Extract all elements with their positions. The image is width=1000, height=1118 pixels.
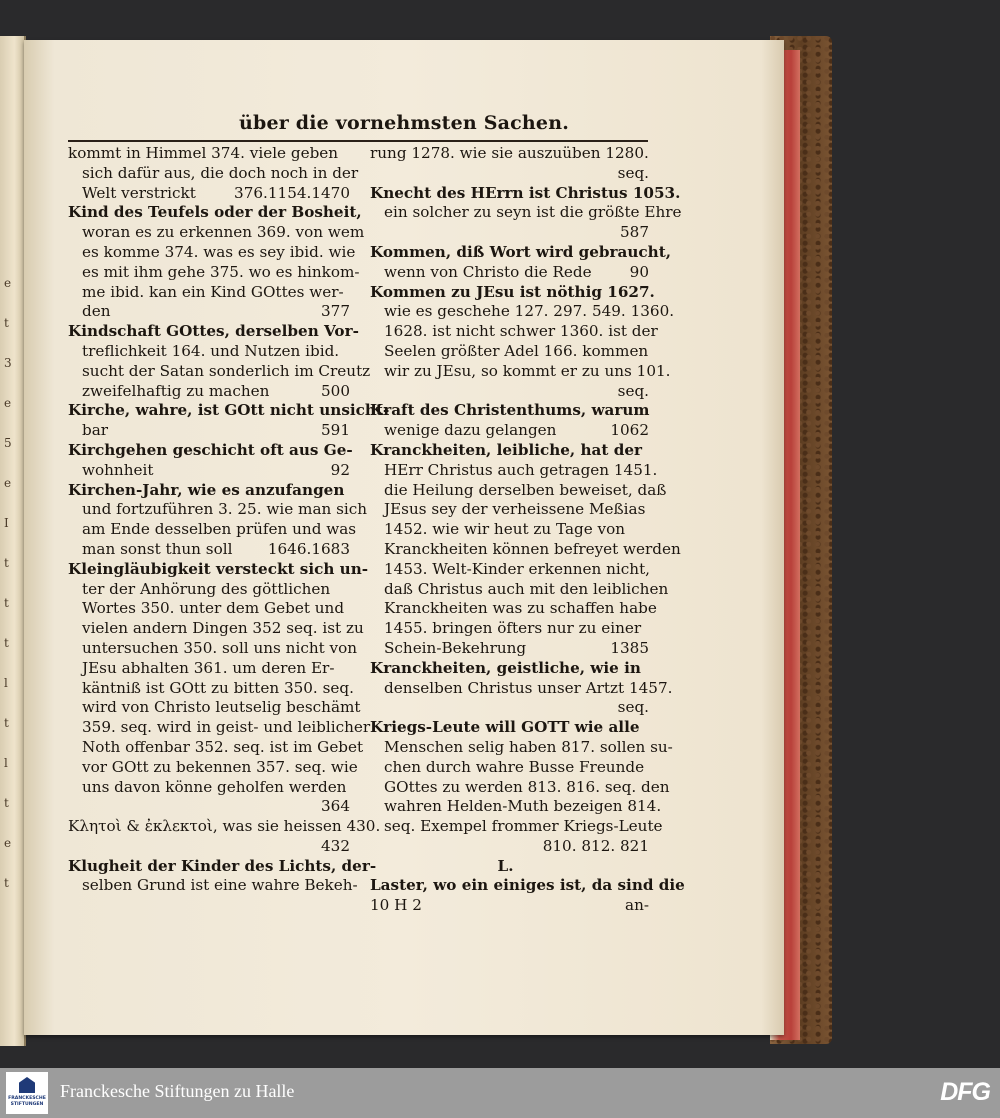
index-line — [370, 382, 649, 402]
page-reference — [358, 164, 366, 184]
page-reference — [344, 481, 352, 501]
page-reference — [671, 243, 679, 263]
page-reference: 364 — [321, 797, 350, 816]
index-line-text: JEsus sey der verheissene Meßias — [384, 500, 646, 519]
index-line-text: JEsu abhalten 361. um deren Er- — [82, 658, 335, 677]
page-reference — [359, 322, 367, 342]
page-reference — [342, 659, 350, 679]
prev-page-glyph: t — [4, 716, 9, 730]
page-reference: 92 — [330, 460, 350, 479]
index-line-text: wenn von Christo die Rede — [384, 262, 592, 281]
index-line-text: 1455. bringen öfters nur zu einer — [384, 619, 642, 638]
index-line — [68, 718, 371, 738]
index-line — [68, 223, 365, 243]
page-reference — [342, 580, 350, 600]
index-entry-head-line — [370, 183, 681, 204]
index-line — [370, 777, 670, 798]
index-line-text: vielen andern Dingen 352 seq. ist zu — [82, 619, 364, 638]
index-line-text: Wortes 350. unter dem Gebet und — [82, 599, 345, 618]
header-rule — [68, 140, 648, 142]
index-line — [370, 164, 649, 184]
prev-page-glyph: l — [4, 676, 8, 690]
index-line — [370, 144, 649, 164]
index-line-text: wie es geschehe 127. 297. 549. 1360. — [384, 302, 675, 321]
prev-page-glyph: t — [4, 876, 9, 890]
index-entry-head-line — [68, 322, 359, 342]
page-reference — [649, 144, 657, 164]
page-reference — [657, 461, 665, 481]
index-line — [68, 184, 350, 204]
index-line-text: Kraft des Christenthums, warum — [370, 401, 650, 420]
index-line-text: am Ende desselben prüfen und was — [82, 520, 357, 539]
index-line — [370, 421, 649, 441]
page-reference — [655, 283, 663, 303]
page-reference — [346, 778, 354, 798]
index-line-text: ein solcher zu seyn ist die größte Ehre — [384, 203, 682, 222]
page-reference: 432 — [321, 836, 350, 855]
page-reference — [342, 342, 350, 362]
page-reference: seq. — [617, 163, 649, 182]
page-reference: 810. 812. 821 — [542, 836, 649, 855]
index-line-text: es mit ihm gehe 375. wo es hinkom- — [82, 262, 360, 281]
page-reference — [362, 203, 370, 223]
index-line-text: 1452. wie wir heut zu Tage von — [384, 520, 626, 539]
index-line-text: seq. Exempel frommer Kriegs-Leute — [384, 817, 663, 836]
index-line-text: sucht der Satan sonderlich im Creutz — [82, 361, 371, 380]
index-line-text: und fortzuführen 3. 25. wie man sich — [82, 500, 368, 519]
index-line — [68, 342, 350, 362]
page-reference — [670, 778, 678, 798]
page-reference — [356, 520, 364, 540]
index-line — [68, 242, 356, 263]
index-line-text: daß Christus auch mit den leiblichen — [384, 579, 669, 598]
index-line-text: Klugheit der Kinder des Lichts, der- — [68, 856, 377, 875]
index-line — [370, 678, 673, 699]
page-reference — [666, 481, 674, 501]
index-line-text: Kriegs-Leute will GOTT wie alle — [370, 718, 640, 737]
page-reference: 376.1154.1470 — [234, 183, 350, 202]
index-line-text: 359. seq. wird in geist- und leiblicher — [82, 718, 371, 737]
index-entry-head-line — [68, 203, 362, 223]
index-column-right — [370, 144, 685, 916]
prev-page-glyph: t — [4, 556, 9, 570]
index-line-text: vor GOtt zu bekennen 357. seq. wie — [82, 757, 358, 776]
index-line-text: bar — [82, 421, 109, 440]
index-entry-head-line — [68, 401, 390, 421]
page-reference — [641, 718, 649, 738]
page-reference — [342, 144, 350, 164]
index-column-left — [68, 144, 390, 896]
index-line — [68, 421, 350, 441]
page-reference — [661, 797, 669, 817]
index-line-text: Kirchgehen geschicht oft aus Ge- — [68, 440, 353, 459]
index-line-text: Κλητοὶ & ἐκλεκτοὶ, was sie heissen 430. — [68, 817, 381, 836]
index-line — [370, 560, 649, 580]
page-reference — [663, 817, 671, 837]
index-line-text: kommt in Himmel 374. viele geben — [68, 144, 339, 162]
index-line-text: wir zu JEsu, so kommt er zu uns 101. — [384, 361, 671, 380]
index-line — [370, 480, 667, 501]
page-reference — [658, 322, 666, 342]
index-line — [370, 263, 649, 283]
page-reference — [360, 263, 368, 283]
index-line — [370, 322, 658, 342]
index-line-text: zweifelhaftig zu machen — [82, 381, 270, 400]
prev-page-glyph: e — [4, 396, 12, 410]
index-line-text: Kranckheiten was zu schaffen habe — [384, 599, 657, 618]
index-line — [68, 461, 350, 481]
index-entry-head-line — [370, 876, 685, 896]
page-reference — [642, 441, 650, 461]
dfg-logo[interactable]: DFG — [940, 1078, 990, 1106]
index-line-text: Knecht des HErrn ist Christus 1053. — [370, 183, 681, 202]
index-line — [370, 619, 649, 639]
index-line — [370, 837, 649, 857]
index-line — [68, 659, 350, 679]
index-line-text: wahren Helden-Muth bezeigen 814. — [384, 797, 662, 816]
index-line — [370, 797, 662, 817]
index-line-text: denselben Christus unser Artzt 1457. — [384, 678, 673, 697]
index-line-text: woran es zu erkennen 369. von wem — [82, 223, 365, 242]
page-reference — [353, 441, 361, 461]
page-reference — [641, 659, 649, 679]
index-line — [68, 876, 358, 896]
index-line — [68, 500, 368, 520]
index-line — [68, 262, 360, 283]
index-line-text: HErr Christus auch getragen 1451. — [384, 460, 658, 479]
page-reference — [671, 362, 679, 382]
index-line — [370, 817, 663, 837]
index-line-text: den — [82, 302, 111, 321]
index-line-text: wird von Christo leutselig beschämt — [82, 698, 361, 717]
index-line — [370, 599, 657, 619]
page-reference: 587 — [620, 223, 649, 242]
page-reference — [680, 184, 688, 204]
page-reference — [672, 679, 680, 699]
index-line — [68, 144, 350, 164]
index-line-text: Kirche, wahre, ist GOtt nicht unsicht- — [68, 401, 390, 420]
index-line — [68, 797, 350, 817]
page-reference — [644, 758, 652, 778]
page-reference — [673, 738, 681, 758]
index-line — [68, 757, 358, 778]
index-line — [370, 302, 675, 322]
prev-page-glyph: e — [4, 476, 12, 490]
index-line — [370, 639, 649, 659]
prev-page-glyph: 3 — [4, 356, 12, 370]
index-line-text: me ibid. kan ein Kind GOttes wer- — [82, 282, 344, 301]
page-reference — [674, 302, 682, 322]
page-reference: 1062 — [610, 421, 649, 440]
index-line-text: Kind des Teufels oder der Bosheit, — [68, 203, 362, 222]
page-reference — [513, 857, 521, 877]
footer-title: Franckesche Stiftungen zu Halle — [60, 1081, 295, 1101]
index-line-text: selben Grund ist eine wahre Bekeh- — [82, 876, 358, 895]
page-reference — [344, 599, 352, 619]
page-reference: 500 — [321, 381, 350, 400]
index-entry-head-line — [370, 441, 649, 461]
index-entry-head-line — [68, 481, 350, 501]
page-reference — [354, 679, 362, 699]
page-reference — [645, 500, 653, 520]
index-line-text: Welt verstrickt — [82, 183, 196, 202]
index-line — [68, 638, 358, 659]
index-line — [370, 223, 649, 243]
index-line — [68, 698, 361, 718]
index-line-text: die Heilung derselben beweiset, daß — [384, 480, 667, 499]
page-reference — [681, 540, 689, 560]
page-reference: seq. — [617, 381, 649, 400]
page-reference: seq. — [617, 698, 649, 717]
index-line-text: treflichkeit 164. und Nutzen ibid. — [82, 341, 340, 360]
index-line-text: Kommen zu JEsu ist nöthig 1627. — [370, 282, 655, 301]
index-line-text: Kommen, diß Wort wird gebraucht, — [370, 242, 672, 261]
footer-bar — [0, 1068, 1000, 1118]
index-line — [370, 539, 681, 560]
page-reference — [668, 580, 676, 600]
index-line-text: wohnheit — [82, 460, 154, 479]
index-entry-head-line — [370, 718, 649, 738]
index-line — [68, 599, 350, 619]
prev-page-glyph: t — [4, 636, 9, 650]
index-line-text: Schein-Bekehrung — [384, 638, 527, 657]
index-line — [68, 737, 364, 758]
index-line — [370, 203, 682, 223]
page-reference: 1646.1683 — [267, 539, 350, 558]
index-entry-head-line — [68, 559, 369, 580]
footer-logo-text: FRANCKESCHE STIFTUNGEN — [8, 1096, 46, 1107]
index-line-text: ter der Anhörung des göttlichen — [82, 579, 331, 598]
index-line — [370, 361, 671, 382]
index-line — [68, 283, 350, 303]
index-line — [68, 678, 354, 699]
page-reference — [648, 342, 656, 362]
index-line — [68, 817, 381, 837]
prev-page-glyph: t — [4, 796, 9, 810]
index-line — [370, 579, 669, 600]
page-reference: 90 — [629, 262, 649, 281]
index-entry-head-line — [370, 401, 649, 421]
index-line-text: chen durch wahre Busse Freunde — [384, 757, 645, 776]
index-line-text: L. — [497, 856, 514, 875]
index-line — [370, 758, 649, 778]
index-line-text: man sonst thun soll — [82, 539, 233, 558]
index-line — [68, 580, 350, 600]
index-line-text: Kirchen-Jahr, wie es anzufangen — [68, 480, 345, 499]
index-line-text: Kranckheiten, leibliche, hat der — [370, 440, 642, 459]
book-page — [24, 40, 784, 1035]
index-line-text: 1453. Welt-Kinder erkennen nicht, — [384, 559, 650, 578]
index-line-text: wenige dazu gelangen — [384, 421, 557, 440]
prev-page-glyph: I — [4, 516, 9, 530]
index-line-text: Laster, wo ein einiges ist, da sind die — [370, 876, 685, 895]
prev-page-glyph: t — [4, 596, 9, 610]
index-line-text: Kranckheiten können befreyet werden — [384, 539, 681, 558]
index-line-text: rung 1278. wie sie auszuüben 1280. — [370, 144, 649, 162]
index-line — [68, 382, 350, 402]
index-line — [68, 163, 359, 184]
page-reference: 591 — [321, 421, 350, 440]
index-line-text: es komme 374. was es sey ibid. wie — [82, 242, 356, 261]
index-line-text: GOttes zu werden 813. 816. seq. den — [384, 777, 670, 796]
index-entry-head-line — [370, 242, 672, 263]
page-reference — [355, 243, 363, 263]
prev-page-glyph: e — [4, 836, 12, 850]
index-line — [370, 460, 658, 481]
index-line-text: Menschen selig haben 817. sollen su- — [384, 737, 673, 756]
running-head: über die vornehmsten Sachen. — [238, 112, 570, 134]
index-line — [370, 520, 649, 540]
index-entry-head-line — [68, 856, 377, 877]
index-line — [370, 896, 649, 916]
index-line-text: Kindschaft GOttes, derselben Vor- — [68, 322, 359, 341]
index-entry-head-line — [370, 282, 655, 303]
page-reference — [681, 203, 689, 223]
page-reference — [641, 520, 649, 540]
page-reference: 377 — [321, 302, 350, 321]
index-line-text: untersuchen 350. soll uns nicht von — [82, 638, 358, 657]
index-line — [370, 500, 649, 520]
index-line — [68, 540, 350, 560]
index-entry-head-line — [68, 440, 353, 461]
index-line — [370, 737, 673, 758]
index-line-text: 1628. ist nicht schwer 1360. ist der — [384, 322, 658, 341]
index-line — [68, 778, 350, 798]
page-reference — [358, 876, 366, 896]
index-line — [370, 698, 649, 718]
prev-page-glyph: 5 — [4, 436, 12, 450]
page-reference: 1385 — [610, 638, 649, 657]
index-line-text: uns davon könne geholfen werden — [82, 777, 347, 796]
index-line-text: käntniß ist GOtt zu bitten 350. seq. — [82, 678, 354, 697]
page-reference — [685, 876, 693, 896]
page-reference — [657, 599, 665, 619]
index-line — [370, 342, 649, 362]
index-line-text: Seelen größter Adel 166. kommen — [384, 341, 649, 360]
index-line — [68, 361, 371, 382]
index-line — [68, 619, 364, 639]
index-line — [68, 302, 350, 322]
index-line-text: Kranckheiten, geistliche, wie in — [370, 658, 641, 677]
prev-page-glyph: l — [4, 756, 8, 770]
index-line — [68, 520, 357, 540]
francke-logo-icon[interactable] — [6, 1072, 48, 1114]
index-line-text: sich dafür aus, die doch noch in der — [82, 163, 359, 182]
page-reference — [358, 758, 366, 778]
page-reference — [344, 283, 352, 303]
index-line — [68, 837, 350, 857]
page-reference — [361, 698, 369, 718]
page-reference — [650, 401, 658, 421]
index-line-text: Noth offenbar 352. seq. ist im Gebet — [82, 737, 364, 756]
catchword: an- — [625, 896, 649, 915]
index-line — [370, 857, 649, 877]
prev-page-glyph: t — [4, 316, 9, 330]
page-reference — [641, 619, 649, 639]
index-line-text: Kleingläubigkeit versteckt sich un- — [68, 559, 369, 578]
index-line-text: 10 H 2 — [370, 896, 422, 915]
previous-page-edge — [0, 36, 26, 1046]
index-entry-head-line — [370, 659, 649, 679]
page-reference — [357, 639, 365, 659]
page-reference — [650, 560, 658, 580]
prev-page-glyph: e — [4, 276, 12, 290]
